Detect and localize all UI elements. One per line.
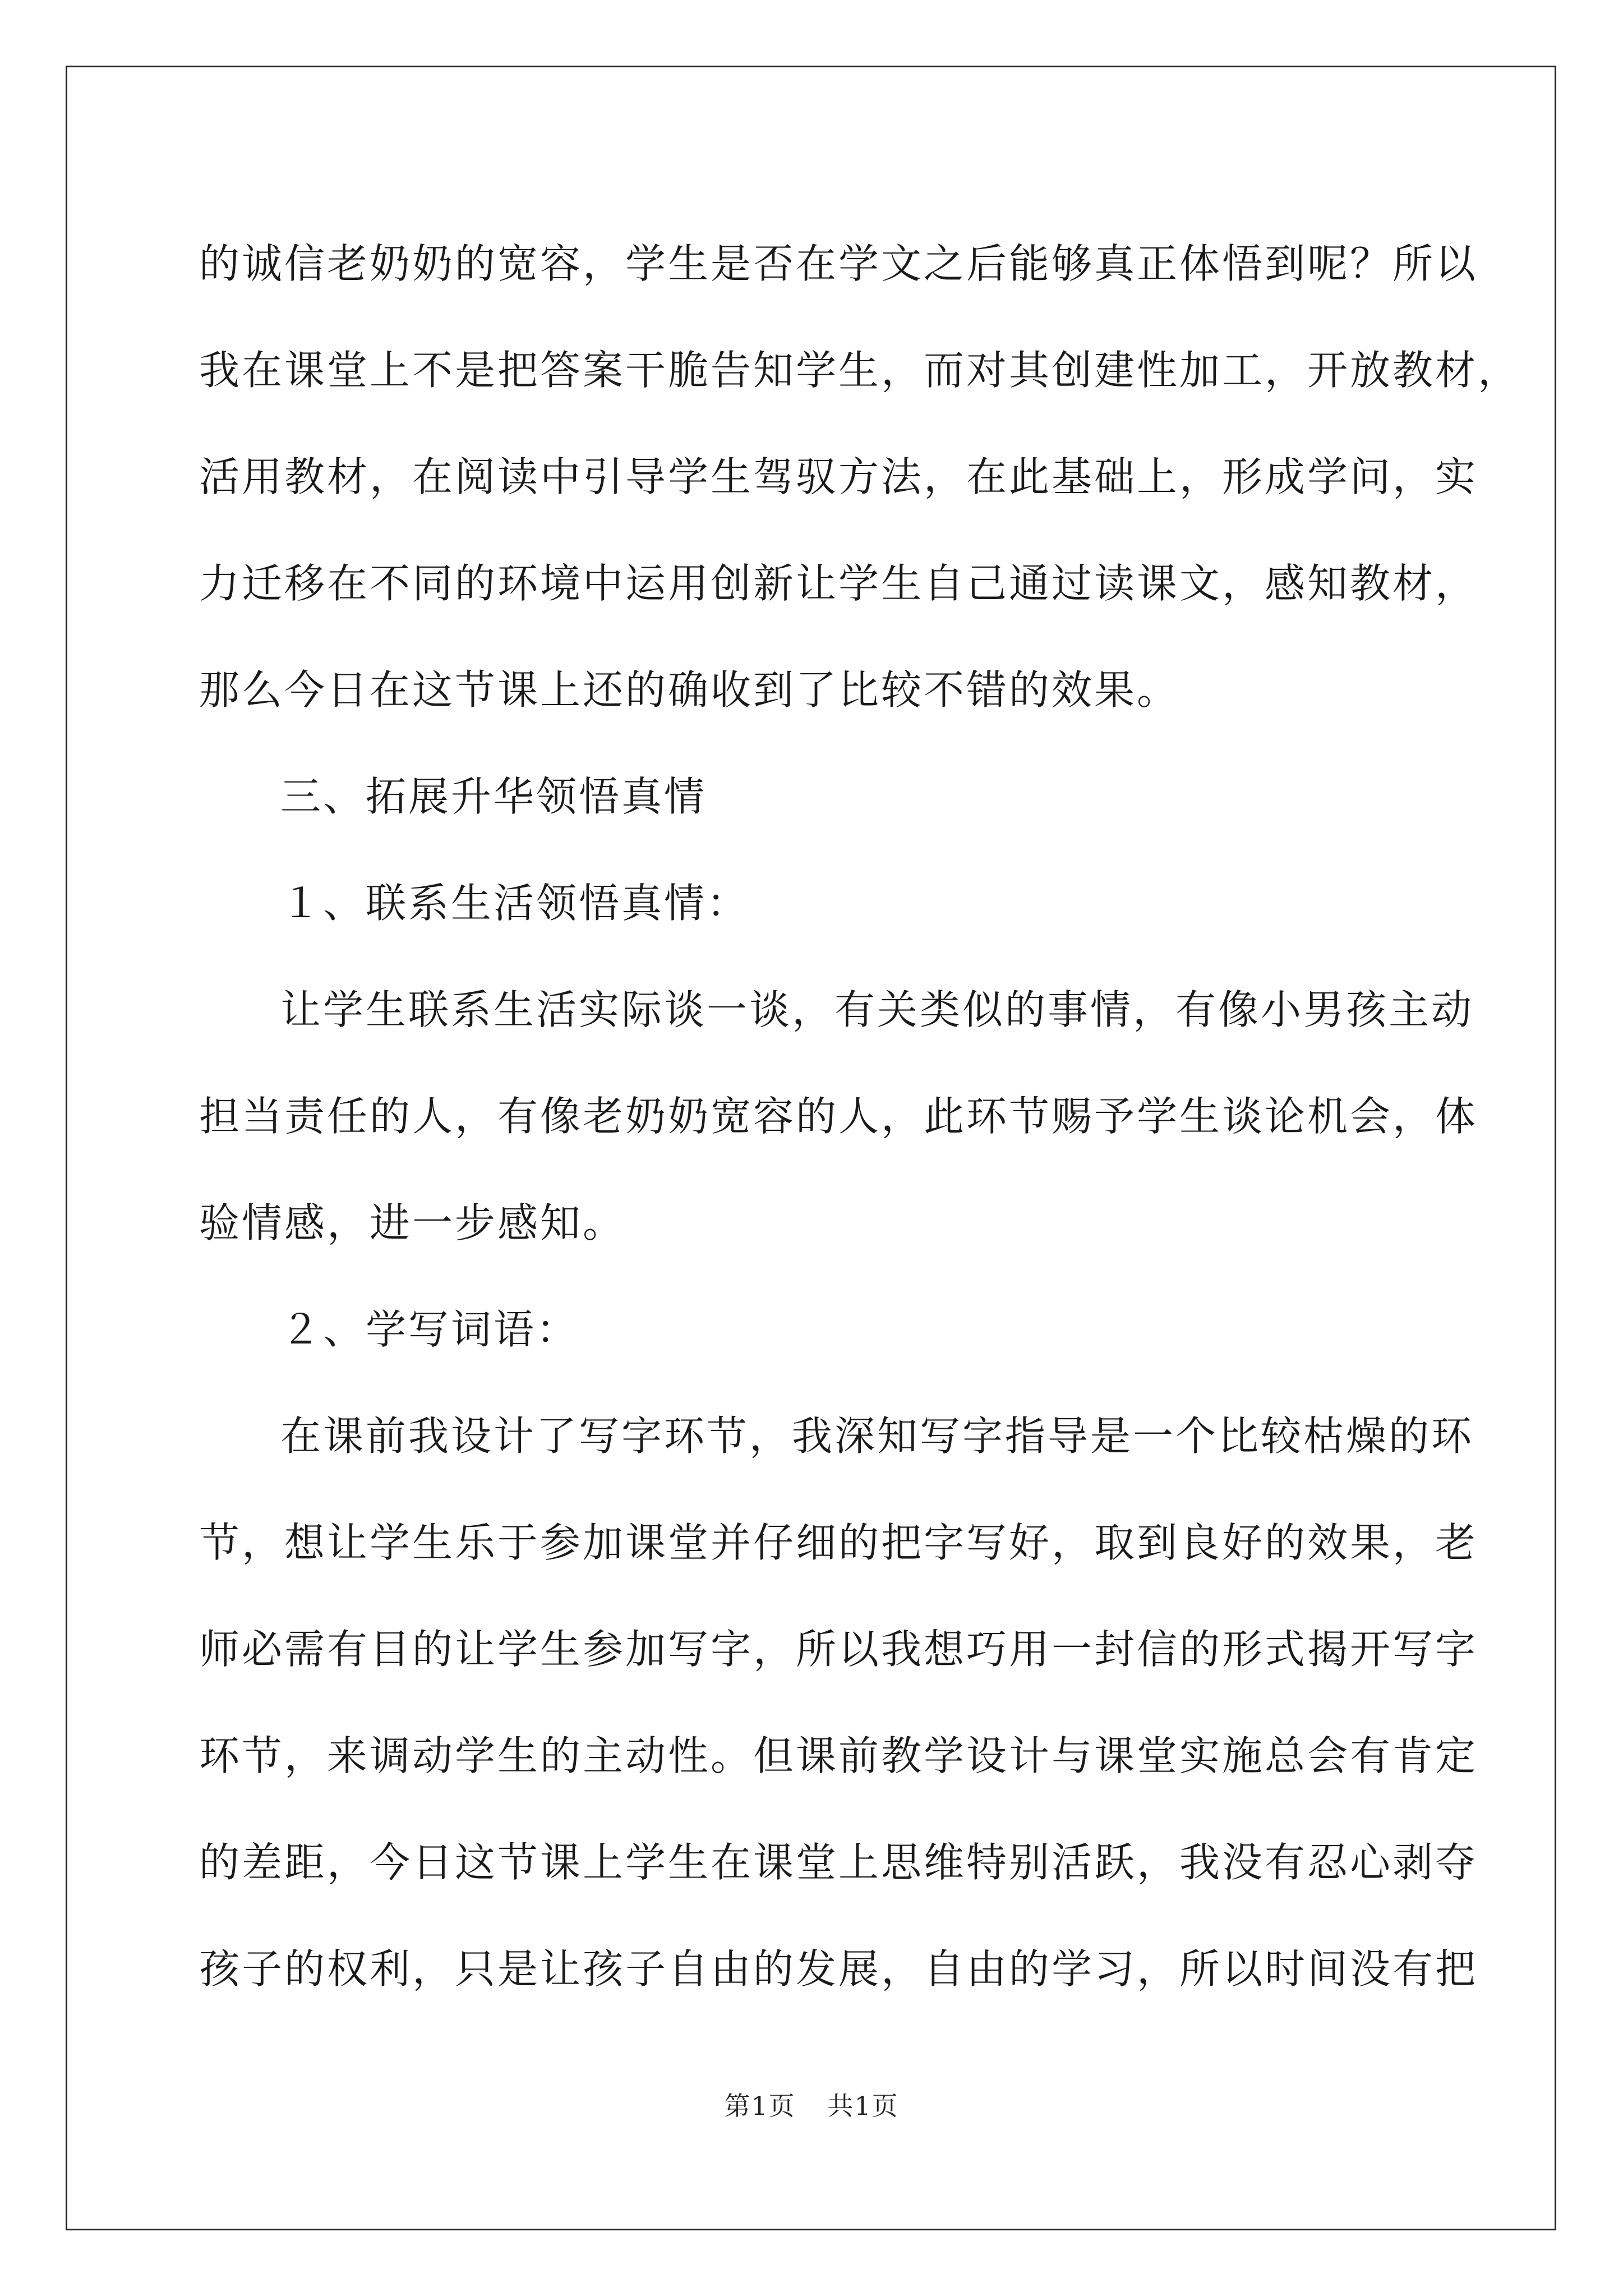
text-line: 的差距，今日这节课上学生在课堂上思维特别活跃，我没有忍心剥夺 (199, 1839, 1478, 1886)
page-number: 第1页 (724, 2091, 796, 2121)
text-line: 担当责任的人，有像老奶奶宽容的人，此环节赐予学生谈论机会，体 (199, 1093, 1478, 1140)
paragraph-start: 在课前我设计了写字环节，我深知写字指导是一个比较枯燥的环 (280, 1412, 1474, 1460)
page-total: 共1页 (827, 2091, 899, 2121)
subsection-heading: ２、学写词语： (280, 1306, 579, 1353)
text-line: 的诚信老奶奶的宽容，学生是否在学文之后能够真正体悟到呢？所以 (199, 240, 1478, 287)
text-line: 环节，来调动学生的主动性。但课前教学设计与课堂实施总会有肯定 (199, 1732, 1478, 1779)
text-line: 力迁移在不同的环境中运用创新让学生自己通过读课文，感知教材， (199, 560, 1478, 607)
text-line: 验情感，进一步感知。 (199, 1199, 626, 1246)
page-footer (0, 2086, 1623, 2123)
text-line: 师必需有目的让学生参加写字，所以我想巧用一封信的形式揭开写字 (199, 1626, 1478, 1673)
text-line: 孩子的权利，只是让孩子自由的发展，自由的学习，所以时间没有把 (199, 1945, 1478, 1993)
text-line: 活用教材，在阅读中引导学生驾驭方法，在此基础上，形成学问，实 (199, 453, 1478, 500)
paragraph-start: 让学生联系生活实际谈一谈，有关类似的事情，有像小男孩主动 (280, 986, 1474, 1033)
text-line: 节，想让学生乐于参加课堂并仔细的把字写好，取到良好的效果，老 (199, 1519, 1478, 1566)
document-body (199, 210, 1521, 2022)
subsection-heading: １、联系生活领悟真情： (280, 880, 750, 927)
text-line: 我在课堂上不是把答案干脆告知学生，而对其创建性加工，开放教材， (199, 347, 1521, 394)
section-heading: 三、拓展升华领悟真情 (280, 773, 707, 820)
text-line: 那么今日在这节课上还的确收到了比较不错的效果。 (199, 666, 1180, 714)
